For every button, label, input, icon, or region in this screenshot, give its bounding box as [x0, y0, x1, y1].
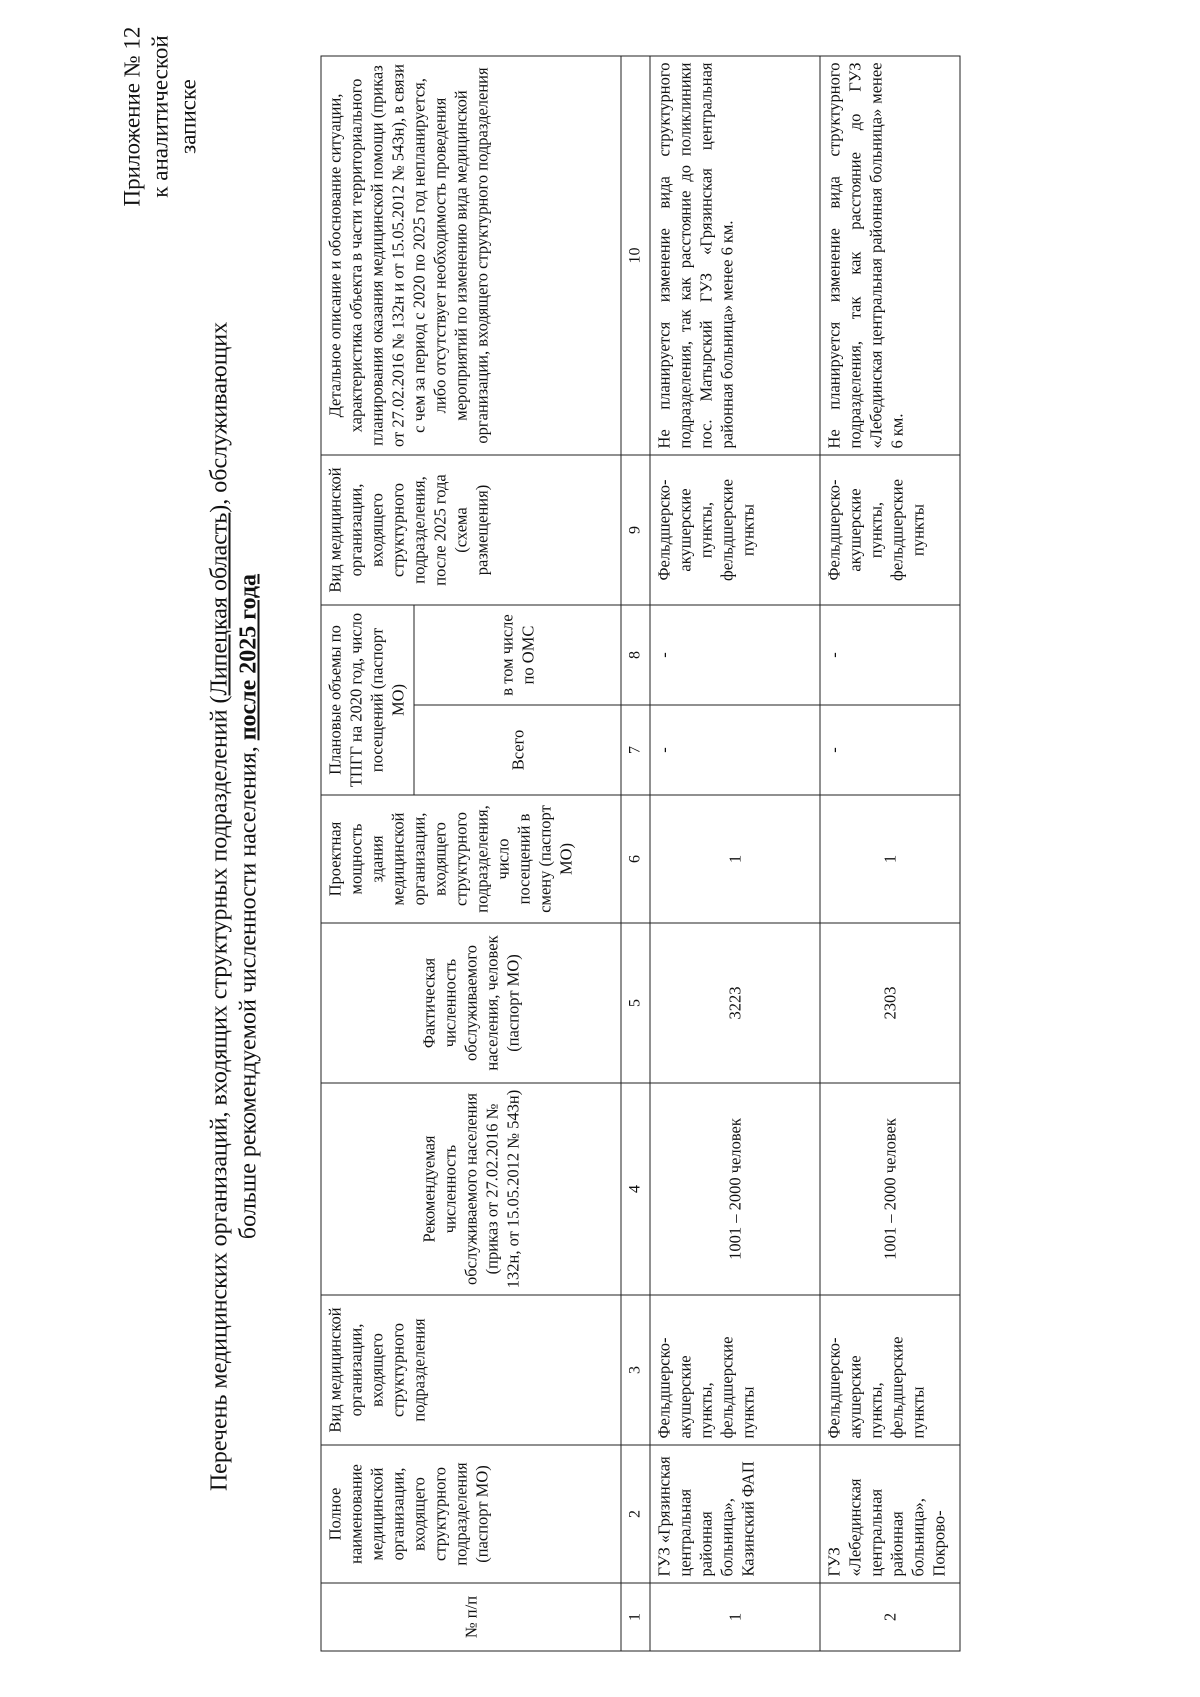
row-org-name: ГУЗ «Грязинская центральная районная больница», Казинский ФАП — [650, 1445, 820, 1583]
table-row — [820, 56, 960, 1651]
row-recommended: 1001 – 2000 человек — [820, 1083, 960, 1295]
appendix-label — [119, 0, 203, 237]
header-description: Детальное описание и обоснование ситуации, характеристика объекта в части территориального планирования оказания медицинской помощи (приказ от 27.02.2016 № 132н и от 15.05.2012 № 543н), в связи с чем за период с 2020 по 2025 год непланируется, либо отсутствует необходимость проведения мероприятий по изменению вида медицинской организации, входящего структурного подразделения — [321, 56, 621, 455]
appendix-number: Приложение № 12 — [119, 26, 145, 207]
document-title — [206, 257, 264, 1557]
row-oms: - — [650, 605, 820, 705]
row-recommended: 1001 – 2000 человек — [650, 1083, 820, 1295]
row-description: Не планируется изменение вида структурного подразделения, так как расстояние до ГУЗ «Лебединская центральная районная больница» менее 6 км. — [820, 56, 960, 455]
header-actual-population: Фактическая численность обслуживаемого населения, человек (паспорт МО) — [321, 923, 621, 1083]
index-cell: 9 — [621, 455, 650, 605]
title-period: после 2025 года — [235, 573, 262, 741]
row-oms: - — [820, 605, 960, 705]
header-number: № п/п — [321, 1583, 621, 1651]
row-total: - — [820, 705, 960, 795]
row-org-name: ГУЗ «Лебединская центральная районная больница», Покрово- — [820, 1445, 960, 1583]
header-org-name: Полное наименование медицинской организации, входящего структурного подразделения (паспорт МО) — [321, 1445, 621, 1583]
row-actual: 3223 — [650, 923, 820, 1083]
table-row — [650, 56, 820, 1651]
index-cell: 4 — [621, 1083, 650, 1295]
row-description: Не планируется изменение вида структурного подразделения, так как расстояние до поликлиники пос. Матырский ГУЗ «Грязинская центральная районная больница» менее 6 км. — [650, 56, 820, 455]
row-type-after: Фельдшерско-акушерские пункты, фельдшерские пункты — [650, 455, 820, 605]
header-total: Всего — [414, 705, 621, 795]
title-part1: Перечень медицинских организаций, входящих структурных подразделений ( — [206, 695, 233, 1492]
title-part3: больше рекомендуемой численности населения, — [235, 746, 262, 1240]
index-cell: 8 — [621, 605, 650, 705]
index-cell: 7 — [621, 705, 650, 795]
header-org-type: Вид медицинской организации, входящего структурного подразделения — [321, 1295, 621, 1445]
header-recommended-population: Рекомендуемая численность обслуживаемого населения (приказ от 27.02.2016 № 132н, от 15.05.2012 № 543н) — [321, 1083, 621, 1295]
column-index-row — [621, 56, 650, 1651]
index-cell: 5 — [621, 923, 650, 1083]
index-cell: 6 — [621, 795, 650, 923]
title-region: Липецкая область — [206, 512, 233, 696]
header-design-capacity: Проектная мощность здания медицинской организации, входящего структурного подразделения, число посещений в смену (паспорт МО) — [321, 795, 621, 923]
index-cell: 2 — [621, 1445, 650, 1583]
row-org-type: Фельдшерско-акушерские пункты, фельдшерские пункты — [820, 1295, 960, 1445]
row-total: - — [650, 705, 820, 795]
row-type-after: Фельдшерско-акушерские пункты, фельдшерские пункты — [820, 455, 960, 605]
header-row — [321, 56, 414, 1651]
header-planned-volumes: Плановые объемы по ТПГГ на 2020 год, число посещений (паспорт МО) — [321, 605, 414, 795]
appendix-reference: к аналитической записке — [147, 35, 201, 198]
row-capacity: 1 — [650, 795, 820, 923]
header-oms: в том числе по ОМС — [414, 605, 621, 705]
row-number: 2 — [820, 1583, 960, 1651]
index-cell: 3 — [621, 1295, 650, 1445]
row-capacity: 1 — [820, 795, 960, 923]
header-type-after-2025: Вид медицинской организации, входящего структурного подразделения, после 2025 года (схема размещения) — [321, 455, 621, 605]
row-actual: 2303 — [820, 923, 960, 1083]
index-cell: 10 — [621, 56, 650, 455]
document-page — [1, 0, 1200, 1697]
row-org-type: Фельдшерско-акушерские пункты, фельдшерские пункты — [650, 1295, 820, 1445]
index-cell: 1 — [621, 1583, 650, 1651]
title-part2: ), обслуживающих — [206, 321, 233, 513]
row-number: 1 — [650, 1583, 820, 1651]
organizations-table — [321, 56, 961, 1652]
